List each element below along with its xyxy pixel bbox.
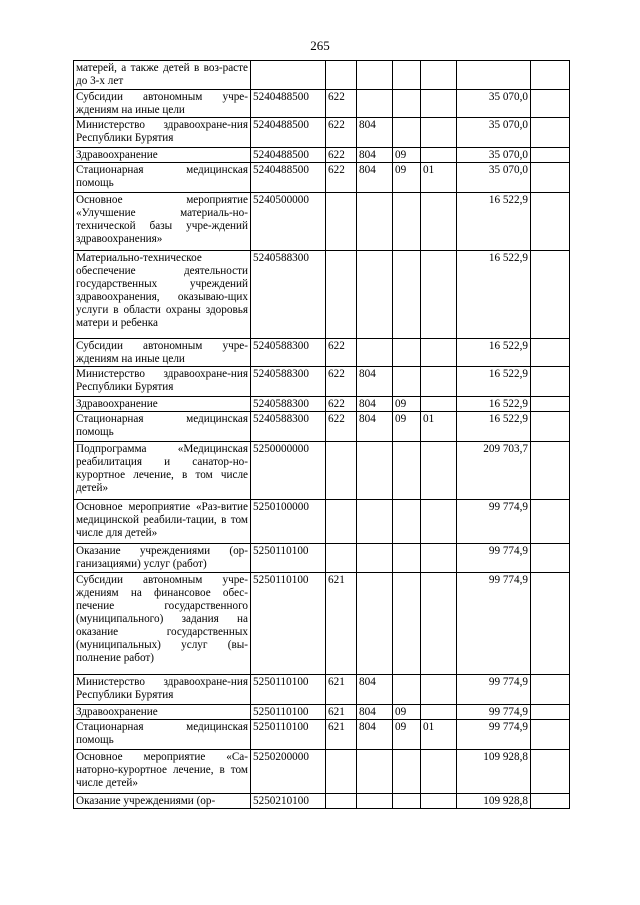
row-name: Оказание учреждениями (ор-ганизациями) услуг (работ): [74, 544, 251, 573]
row-expense-type: 622: [326, 412, 357, 442]
row-ministry: [357, 794, 393, 809]
row-expense-type: 621: [326, 573, 357, 675]
row-ministry: [357, 500, 393, 544]
table-row: [74, 251, 570, 339]
table-row: [74, 163, 570, 193]
row-name: Стационарная медицинская помощь: [74, 412, 251, 442]
row-amount: 99 774,9: [457, 675, 531, 705]
table-row: [74, 61, 570, 90]
row-name: Субсидии автономным учре-ждениям на иные цели: [74, 90, 251, 118]
row-expense-type: [326, 442, 357, 500]
row-section: [393, 251, 421, 339]
row-amount: 109 928,8: [457, 750, 531, 794]
row-name: Материально-техническое обеспечение деятельности государственных учреждений здравоохранения, оказываю-щих услуги в области охраны здоровья матери и ребенка: [74, 251, 251, 339]
row-section: [393, 339, 421, 367]
row-expense-type: [326, 61, 357, 90]
table-row: [74, 544, 570, 573]
row-extra: [531, 148, 570, 163]
row-code: 5250110100: [251, 544, 326, 573]
table-row: [74, 705, 570, 720]
table-row: [74, 118, 570, 148]
row-subsection: [421, 675, 457, 705]
row-name: Субсидии автономным учре-ждениям на финансовое обес-печение государственного (муниципального) задания на оказание государственных (муниципальных) услуг (вы-полнение работ): [74, 573, 251, 675]
row-code: 5240588300: [251, 412, 326, 442]
row-subsection: [421, 573, 457, 675]
row-section: 09: [393, 720, 421, 750]
row-section: [393, 500, 421, 544]
row-name: Основное мероприятие «Раз-витие медицинской реабили-тации, в том числе для детей»: [74, 500, 251, 544]
row-expense-type: 622: [326, 397, 357, 412]
row-section: [393, 193, 421, 251]
row-subsection: [421, 251, 457, 339]
row-subsection: 01: [421, 163, 457, 193]
row-name: Министерство здравоохране-ния Республики Бурятия: [74, 118, 251, 148]
row-amount: 35 070,0: [457, 90, 531, 118]
row-subsection: [421, 500, 457, 544]
row-ministry: [357, 61, 393, 90]
row-subsection: 01: [421, 412, 457, 442]
row-ministry: 804: [357, 367, 393, 397]
row-ministry: 804: [357, 397, 393, 412]
row-amount: 35 070,0: [457, 148, 531, 163]
row-amount: 209 703,7: [457, 442, 531, 500]
row-extra: [531, 163, 570, 193]
row-subsection: [421, 339, 457, 367]
row-subsection: [421, 544, 457, 573]
row-ministry: 804: [357, 163, 393, 193]
row-extra: [531, 750, 570, 794]
row-extra: [531, 367, 570, 397]
row-extra: [531, 90, 570, 118]
row-subsection: [421, 397, 457, 412]
row-code: 5240588300: [251, 339, 326, 367]
row-name: Здравоохранение: [74, 148, 251, 163]
row-extra: [531, 500, 570, 544]
row-extra: [531, 573, 570, 675]
row-subsection: [421, 705, 457, 720]
table-row: [74, 397, 570, 412]
row-section: [393, 750, 421, 794]
row-extra: [531, 720, 570, 750]
table-body: [74, 61, 570, 809]
row-extra: [531, 339, 570, 367]
row-expense-type: 622: [326, 118, 357, 148]
row-amount: [457, 61, 531, 90]
row-amount: 99 774,9: [457, 500, 531, 544]
table-row: [74, 193, 570, 251]
row-extra: [531, 442, 570, 500]
row-ministry: 804: [357, 675, 393, 705]
row-ministry: 804: [357, 118, 393, 148]
row-ministry: 804: [357, 720, 393, 750]
row-subsection: [421, 193, 457, 251]
row-name: Министерство здравоохране-ния Республики Бурятия: [74, 675, 251, 705]
row-section: 09: [393, 163, 421, 193]
row-subsection: [421, 750, 457, 794]
row-section: [393, 573, 421, 675]
row-code: 5250000000: [251, 442, 326, 500]
row-subsection: [421, 442, 457, 500]
row-ministry: 804: [357, 412, 393, 442]
row-subsection: 01: [421, 720, 457, 750]
row-ministry: [357, 573, 393, 675]
row-amount: 16 522,9: [457, 251, 531, 339]
table-row: [74, 794, 570, 809]
row-section: 09: [393, 397, 421, 412]
row-name: матерей, а также детей в воз-раcте до 3-х лет: [74, 61, 251, 90]
row-code: 5250200000: [251, 750, 326, 794]
row-code: 5250110100: [251, 720, 326, 750]
row-ministry: [357, 193, 393, 251]
table-row: [74, 367, 570, 397]
row-name: Здравоохранение: [74, 397, 251, 412]
row-code: 5250110100: [251, 573, 326, 675]
row-expense-type: 622: [326, 148, 357, 163]
row-section: [393, 675, 421, 705]
row-section: 09: [393, 412, 421, 442]
row-name: Субсидии автономным учре-ждениям на иные цели: [74, 339, 251, 367]
row-ministry: 804: [357, 148, 393, 163]
row-extra: [531, 794, 570, 809]
row-amount: 99 774,9: [457, 720, 531, 750]
table-row: [74, 573, 570, 675]
table-row: [74, 675, 570, 705]
row-subsection: [421, 148, 457, 163]
row-expense-type: [326, 500, 357, 544]
row-amount: 16 522,9: [457, 367, 531, 397]
table-row: [74, 500, 570, 544]
row-name: Оказание учреждениями (ор-: [74, 794, 251, 809]
row-amount: 16 522,9: [457, 397, 531, 412]
row-subsection: [421, 61, 457, 90]
row-section: [393, 61, 421, 90]
row-section: [393, 367, 421, 397]
row-amount: 16 522,9: [457, 412, 531, 442]
row-ministry: [357, 544, 393, 573]
row-expense-type: 621: [326, 705, 357, 720]
row-name: Стационарная медицинская помощь: [74, 163, 251, 193]
row-name: Министерство здравоохране-ния Республики Бурятия: [74, 367, 251, 397]
row-section: [393, 118, 421, 148]
row-amount: 35 070,0: [457, 163, 531, 193]
row-amount: 35 070,0: [457, 118, 531, 148]
row-name: Основное мероприятие «Са-наторно-курортное лечение, в том числе детей»: [74, 750, 251, 794]
row-subsection: [421, 367, 457, 397]
table-row: [74, 750, 570, 794]
row-amount: 16 522,9: [457, 339, 531, 367]
row-expense-type: 621: [326, 720, 357, 750]
row-extra: [531, 118, 570, 148]
row-code: 5250100000: [251, 500, 326, 544]
row-extra: [531, 675, 570, 705]
row-code: 5240488500: [251, 90, 326, 118]
row-code: 5240488500: [251, 118, 326, 148]
table-row: [74, 90, 570, 118]
row-name: Основное мероприятие «Улучшение материаль-но-технической базы учре-ждений здравоохранения»: [74, 193, 251, 251]
row-extra: [531, 705, 570, 720]
row-section: [393, 90, 421, 118]
row-subsection: [421, 90, 457, 118]
row-ministry: [357, 750, 393, 794]
row-code: 5250210100: [251, 794, 326, 809]
row-extra: [531, 193, 570, 251]
row-code: 5240500000: [251, 193, 326, 251]
row-amount: 109 928,8: [457, 794, 531, 809]
row-amount: 99 774,9: [457, 705, 531, 720]
row-expense-type: [326, 251, 357, 339]
row-ministry: [357, 442, 393, 500]
row-section: [393, 442, 421, 500]
row-code: 5240588300: [251, 367, 326, 397]
row-expense-type: 622: [326, 90, 357, 118]
row-expense-type: 622: [326, 367, 357, 397]
row-amount: 16 522,9: [457, 193, 531, 251]
table-row: [74, 148, 570, 163]
row-name: Подпрограмма «Медицинская реабилитация и санатор-но-курортное лечение, в том числе детей»: [74, 442, 251, 500]
row-ministry: [357, 251, 393, 339]
row-code: [251, 61, 326, 90]
row-section: [393, 544, 421, 573]
row-subsection: [421, 118, 457, 148]
budget-table: [73, 60, 570, 809]
row-subsection: [421, 794, 457, 809]
row-name: Стационарная медицинская помощь: [74, 720, 251, 750]
row-amount: 99 774,9: [457, 573, 531, 675]
table-row: [74, 412, 570, 442]
row-code: 5250110100: [251, 675, 326, 705]
row-code: 5240488500: [251, 148, 326, 163]
row-expense-type: 622: [326, 339, 357, 367]
row-extra: [531, 397, 570, 412]
row-extra: [531, 251, 570, 339]
row-expense-type: 622: [326, 163, 357, 193]
row-section: 09: [393, 148, 421, 163]
row-extra: [531, 412, 570, 442]
row-section: 09: [393, 705, 421, 720]
row-code: 5240588300: [251, 397, 326, 412]
row-code: 5240488500: [251, 163, 326, 193]
table-row: [74, 720, 570, 750]
row-amount: 99 774,9: [457, 544, 531, 573]
page-number: 265: [310, 38, 330, 53]
row-expense-type: [326, 544, 357, 573]
row-ministry: [357, 339, 393, 367]
row-code: 5250110100: [251, 705, 326, 720]
row-extra: [531, 61, 570, 90]
table-row: [74, 442, 570, 500]
row-section: [393, 794, 421, 809]
row-code: 5240588300: [251, 251, 326, 339]
table-row: [74, 339, 570, 367]
row-expense-type: 621: [326, 675, 357, 705]
row-expense-type: [326, 750, 357, 794]
row-ministry: 804: [357, 705, 393, 720]
row-extra: [531, 544, 570, 573]
row-name: Здравоохранение: [74, 705, 251, 720]
row-expense-type: [326, 794, 357, 809]
row-ministry: [357, 90, 393, 118]
row-expense-type: [326, 193, 357, 251]
